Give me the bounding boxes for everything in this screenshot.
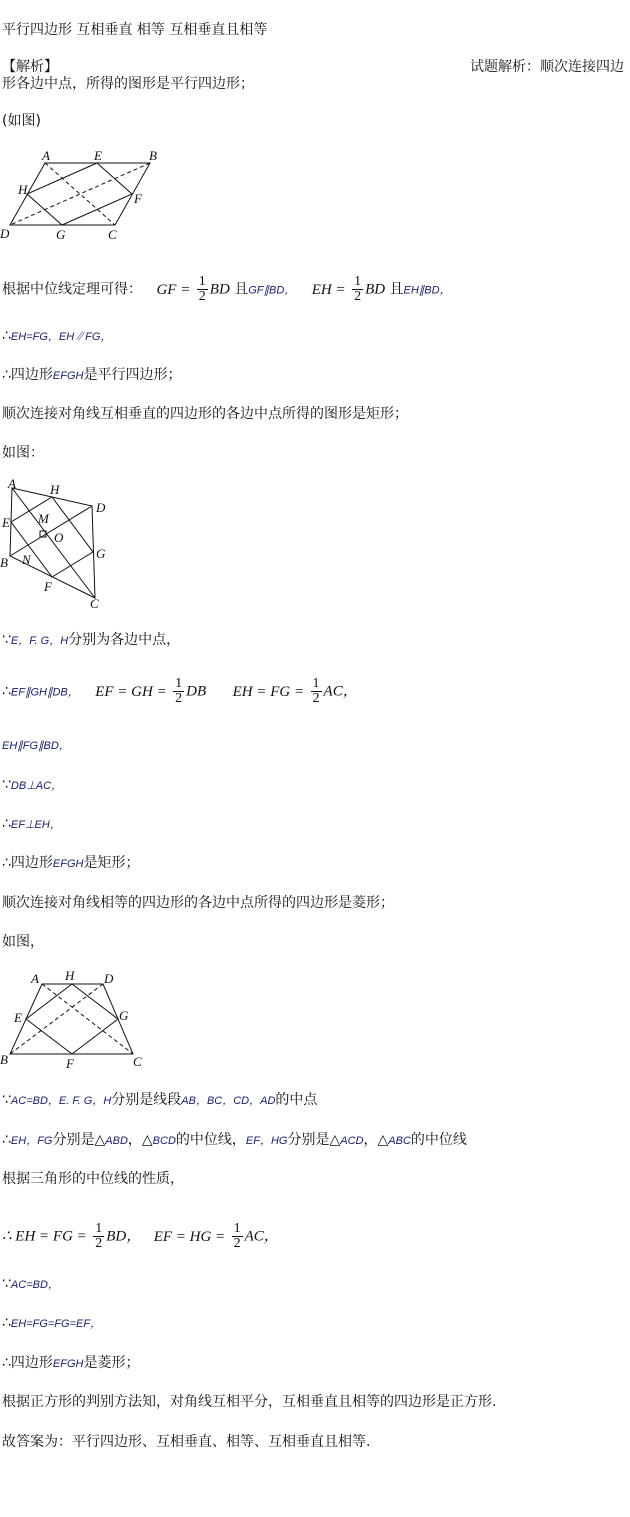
rhombus-conclusion: ∴四边形EFGH是菱形； (2, 1355, 140, 1371)
figure3-caption: 如图， (2, 934, 44, 950)
figure1-caption: (如图) (2, 113, 41, 129)
midline-roles: ∴EH，FG分别是△ABD，△BCD的中位线，EF，HG分别是△ACD，△ABC的中位线 (2, 1132, 467, 1148)
answer-line: 平行四边形 互相垂直 相等 互相垂直且相等 (2, 22, 268, 38)
label-b: B (0, 1052, 8, 1067)
analysis-head: 试题解析：顺次连接四边 (470, 59, 624, 75)
label-f: F (66, 1056, 74, 1071)
label-n: N (22, 552, 31, 567)
label-f: F (44, 579, 52, 594)
label-a: A (42, 148, 50, 163)
rectangle-statement: 顺次连接对角线互相垂直的四边形的各边中点所得的图形是矩形； (2, 406, 408, 422)
label-d: D (0, 226, 10, 241)
label-d: D (104, 971, 114, 986)
label-g: G (96, 546, 106, 561)
figure2-caption: 如图： (2, 445, 44, 461)
label-b: B (0, 555, 8, 570)
midpoints-premise: ∵E，F. G，H分别为各边中点， (2, 632, 181, 648)
rectangle-conclusion: ∴四边形EFGH是矩形； (2, 855, 140, 871)
label-a: A (31, 971, 39, 986)
label-c: C (133, 1054, 142, 1069)
label-c: C (90, 596, 99, 611)
label-o: O (54, 530, 64, 545)
label-e: E (2, 515, 10, 530)
parallelogram-figure (0, 148, 175, 243)
square-statement: 根据正方形的判别方法知，对角线互相平分，互相垂直且相等的四边形是正方形. (2, 1394, 497, 1410)
parallel-chain: EH∥FG∥BD， (2, 740, 70, 752)
label-m: M (38, 511, 49, 526)
rectangle-figure (0, 478, 120, 613)
label-h: H (18, 182, 28, 197)
midline-property: 根据三角形的中位线的性质， (2, 1171, 184, 1187)
label-e: E (14, 1010, 22, 1025)
label-h: H (50, 482, 60, 497)
rhombus-premise: ∵AC=BD，E. F. G，H分别是线段AB，BC，CD，AD的中点 (2, 1092, 318, 1108)
label-g: G (56, 227, 66, 242)
intro-text: 形各边中点，所得的图形是平行四边形； (2, 76, 254, 92)
midline-statement: 根据中位线定理可得： GF = $\frac{1}{2}$ BD 且GF∥BD， EH = $\frac{1}{2}$ BD 且EH∥BD， (2, 274, 451, 304)
equal-diagonals-premise: ∵AC=BD， (2, 1276, 59, 1292)
equal-sides-conclusion: ∴EH=FG=FG=EF， (2, 1315, 102, 1331)
final-answer: 故答案为：平行四边形、互相垂直、相等、互相垂直且相等. (2, 1434, 371, 1450)
rhombus-statement: 顺次连接对角线相等的四边形的各边中点所得的四边形是菱形； (2, 895, 394, 911)
label-f: F (134, 191, 142, 206)
conclusion-eh-fg: ∴EH=FG，EH∥FG， (2, 328, 112, 344)
rhombus-equation: ∴ EH = FG = $\frac{1}{2}$ BD， EF = HG = $\frac{1}{2}$ AC， (2, 1221, 279, 1251)
label-e: E (94, 148, 102, 163)
label-a: A (8, 478, 16, 491)
label-c: C (108, 227, 117, 242)
label-h: H (65, 968, 75, 983)
label-d: D (96, 500, 106, 515)
analysis-tag: 【解析】 (2, 59, 58, 75)
conclusion-parallelogram: ∴四边形EFGH是平行四边形； (2, 367, 182, 383)
rectangle-midline: ∴EF∥GH∥DB， EF = GH = $\frac{1}{2}$ DB EH = FG = $\frac{1}{2}$ AC， (2, 676, 358, 706)
rhombus-figure (0, 966, 150, 1072)
label-b: B (149, 148, 157, 163)
label-g: G (119, 1008, 129, 1023)
perp-premise: ∵DB⊥AC， (2, 777, 63, 793)
perp-conclusion: ∴EF⊥EH， (2, 816, 61, 832)
